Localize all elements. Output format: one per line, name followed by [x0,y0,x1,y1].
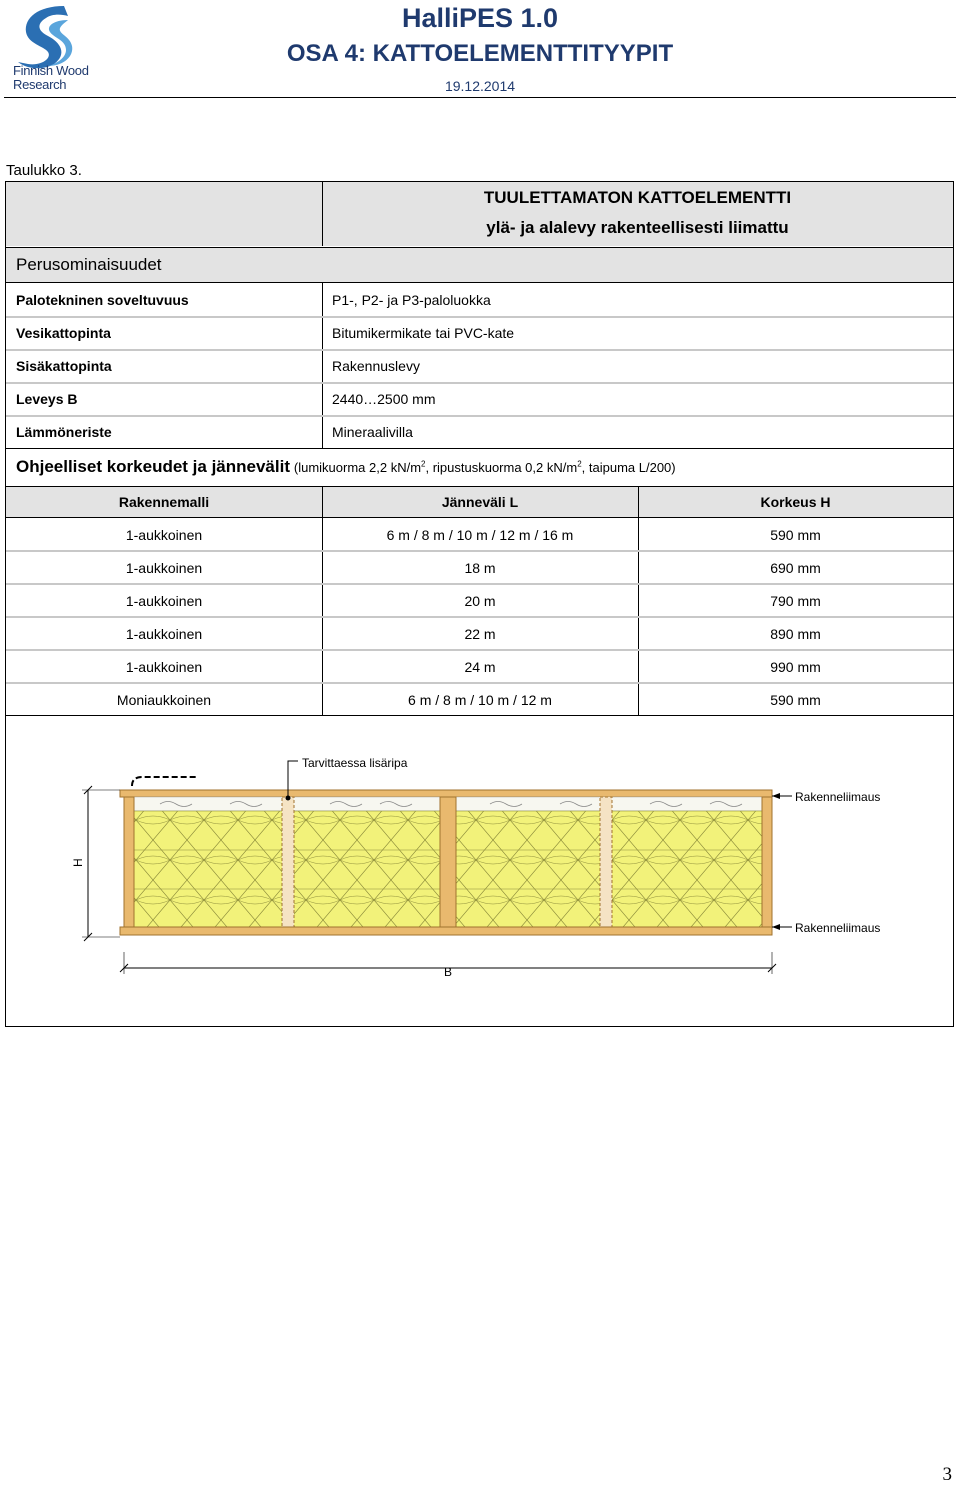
property-label: Sisäkattopinta [16,358,112,374]
property-label: Leveys B [16,391,78,407]
row-divider [6,316,953,318]
table-cell: 890 mm [770,626,821,642]
section-spans-title: Ohjeelliset korkeudet ja jännevälit [16,457,290,476]
arrow-head [772,924,780,930]
logo-line-1: Finnish Wood [13,63,89,78]
table-caption: Taulukko 3. [6,162,82,179]
type-title-line-1: TUULETTAMATON KATTOELEMENTTI [483,188,792,207]
row-divider [6,649,953,651]
leader-dot [286,796,291,801]
label-glue-top: Rakenneliimaus [795,790,881,804]
page-number: 3 [942,1464,952,1485]
table-cell: 24 m [464,659,496,675]
document-title: HalliPES 1.0 [401,3,559,33]
middle-rib [440,797,456,927]
row-divider [6,616,953,618]
table-cell: 590 mm [770,527,821,543]
table-cell: 22 m [464,626,496,642]
table-cell: 590 mm [770,692,821,708]
row-divider [6,349,953,351]
property-value: Mineraalivilla [332,424,413,440]
arrow-head [772,793,780,799]
edge-rib-left [124,797,134,927]
type-title-line-2: ylä- ja alalevy rakenteellisesti liimattu [486,218,789,237]
table-cell: 6 m / 8 m / 10 m / 12 m / 16 m [386,527,574,543]
table-cell: 18 m [464,560,496,576]
property-label: Palotekninen soveltuvuus [16,292,189,308]
row-divider [6,550,953,552]
row-divider [6,382,953,384]
header-divider [4,97,956,98]
roof-element-cross-section [0,740,960,990]
column-header: Rakennemalli [118,494,210,510]
dimension-b-label: B [444,965,453,979]
property-value: P1-, P2- ja P3-paloluokka [332,292,491,308]
extra-rib [282,797,294,927]
logo-line-2: Research [13,77,67,92]
label-extra-rib: Tarvittaessa lisäripa [302,756,408,770]
property-label: Vesikattopinta [16,325,111,341]
column-header: Korkeus H [760,494,831,510]
property-value: Bitumikermikate tai PVC-kate [332,325,515,341]
table-cell: 990 mm [770,659,821,675]
document-date: 19.12.2014 [444,78,516,94]
divider [322,283,323,448]
property-value: 2440…2500 mm [332,391,436,407]
edge-rib-right [762,797,772,927]
label-glue-bottom: Rakenneliimaus [795,921,881,935]
table-divider [6,715,953,716]
row-divider [6,583,953,585]
table-cell: 1-aukkoinen [125,560,203,576]
section-spans-note: (lumikuorma 2,2 $kN/m^2$, ripustuskuorma 0,2 $kN/m^2$, taipuma L/200) [293,459,676,475]
table-cell: 1-aukkoinen [125,659,203,675]
table-cell: 20 m [464,593,496,609]
table-cell: 790 mm [770,593,821,609]
table-cell: 1-aukkoinen [125,527,203,543]
top-panel [120,790,772,797]
property-label: Lämmöneriste [16,424,112,440]
column-header: Jänneväli L [441,494,519,510]
row-divider [6,682,953,684]
section-basic-properties: Perusominaisuudet [16,255,162,274]
table-cell: 6 m / 8 m / 10 m / 12 m [408,692,552,708]
table-cell: 1-aukkoinen [125,626,203,642]
table-cell: 690 mm [770,560,821,576]
section-spans-heading [16,457,676,477]
row-divider [6,415,953,417]
bottom-panel [120,927,772,935]
table-cell: 1-aukkoinen [125,593,203,609]
dimension-h-label: H [71,858,85,867]
document-subtitle: OSA 4: KATTOELEMENTTITYYPIT [286,40,674,67]
extra-rib [600,797,612,927]
panel-joint-detail [132,777,198,786]
table-cell: Moniaukkoinen [116,692,212,708]
property-value: Rakennuslevy [332,358,420,374]
